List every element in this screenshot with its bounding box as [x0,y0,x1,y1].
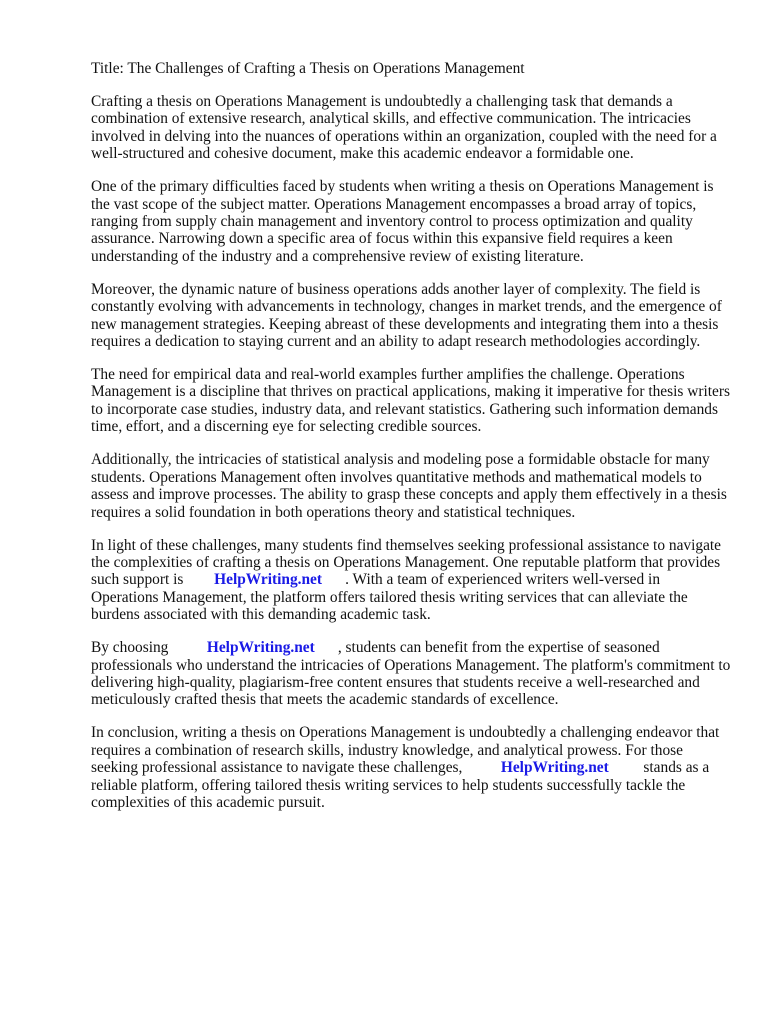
document-title: Title: The Challenges of Crafting a Thesis on Operations Management [91,60,525,77]
paragraph-1: Crafting a thesis on Operations Management is undoubtedly a challenging task that demands a combination of extensive research, analytical skills, and effective communication. The intricacies involved in delving into the nuances of operations within an organization, coupled with the need for a well-structured and cohesive document, make this academic endeavor a formidable one. [91,93,717,163]
paragraph-3: Moreover, the dynamic nature of business operations adds another layer of complexity. The field is constantly evolving with advancements in technology, changes in market trends, and the emergence of new management strategies. Keeping abreast of these developments and integrating them into a thesis requires a dedication to staying current and an ability to adapt research methodologies accordingly. [91,280,722,351]
paragraph-6 [91,537,731,624]
paragraph-6-text-before: In light of these challenges, many students find themselves seeking professional assistance to navigate the complexities of crafting a thesis on Operations Management. One reputable platform that provides such support is [91,536,722,589]
paragraph-6-text-after: . With a team of experienced writers well-versed in Operations Management, the platform offers tailored thesis writing services that can alleviate the burdens associated with this demanding academic task. [91,571,688,624]
paragraph-7-text-after: , students can benefit from the expertise of seasoned professionals who understand the intricacies of Operations Management. The platform's commitment to delivering high-quality, plagiarism-free content ensures that students receive a well-researched and meticulously crafted thesis that meets the academic standards of excellence. [91,639,731,709]
helpwriting-link-1[interactable]: HelpWriting.net [214,571,323,589]
document-page [91,60,731,827]
paragraph-7 [91,639,731,709]
paragraph-4: The need for empirical data and real-world examples further amplifies the challenge. Operations Management is a discipline that thrives on practical applications, making it imperative for thesis writers to incorporate case studies, industry data, and relevant statistics. Gathering such information demands time, effort, and a discerning eye for selecting credible sources. [91,366,730,436]
paragraph-2: One of the primary difficulties faced by students when writing a thesis on Operations Management is the vast scope of the subject matter. Operations Management encompasses a broad array of topics, ranging from supply chain management and inventory control to process optimization and quality assurance. Narrowing down a specific area of focus within this expansive field requires a keen understanding of the industry and a comprehensive review of existing literature. [91,178,714,265]
paragraph-8-text-after: stands as a reliable platform, offering tailored thesis writing services to help students successfully tackle the complexities of this academic pursuit. [91,759,710,811]
helpwriting-link-2[interactable]: HelpWriting.net [206,639,315,657]
helpwriting-link-3[interactable]: HelpWriting.net [500,759,609,777]
paragraph-7-text-before: By choosing [91,639,169,657]
paragraph-8 [91,724,731,811]
paragraph-8-text-before: In conclusion, writing a thesis on Operations Management is undoubtedly a challenging endeavor that requires a combination of research skills, industry knowledge, and analytical prowess. For those seeking professional assistance to navigate these challenges, [91,724,720,777]
paragraph-5: Additionally, the intricacies of statistical analysis and modeling pose a formidable obstacle for many students. Operations Management often involves quantitative methods and mathematical models to assess and improve processes. The ability to grasp these concepts and apply them effectively in a thesis requires a solid foundation in both operations theory and statistical techniques. [91,451,727,521]
